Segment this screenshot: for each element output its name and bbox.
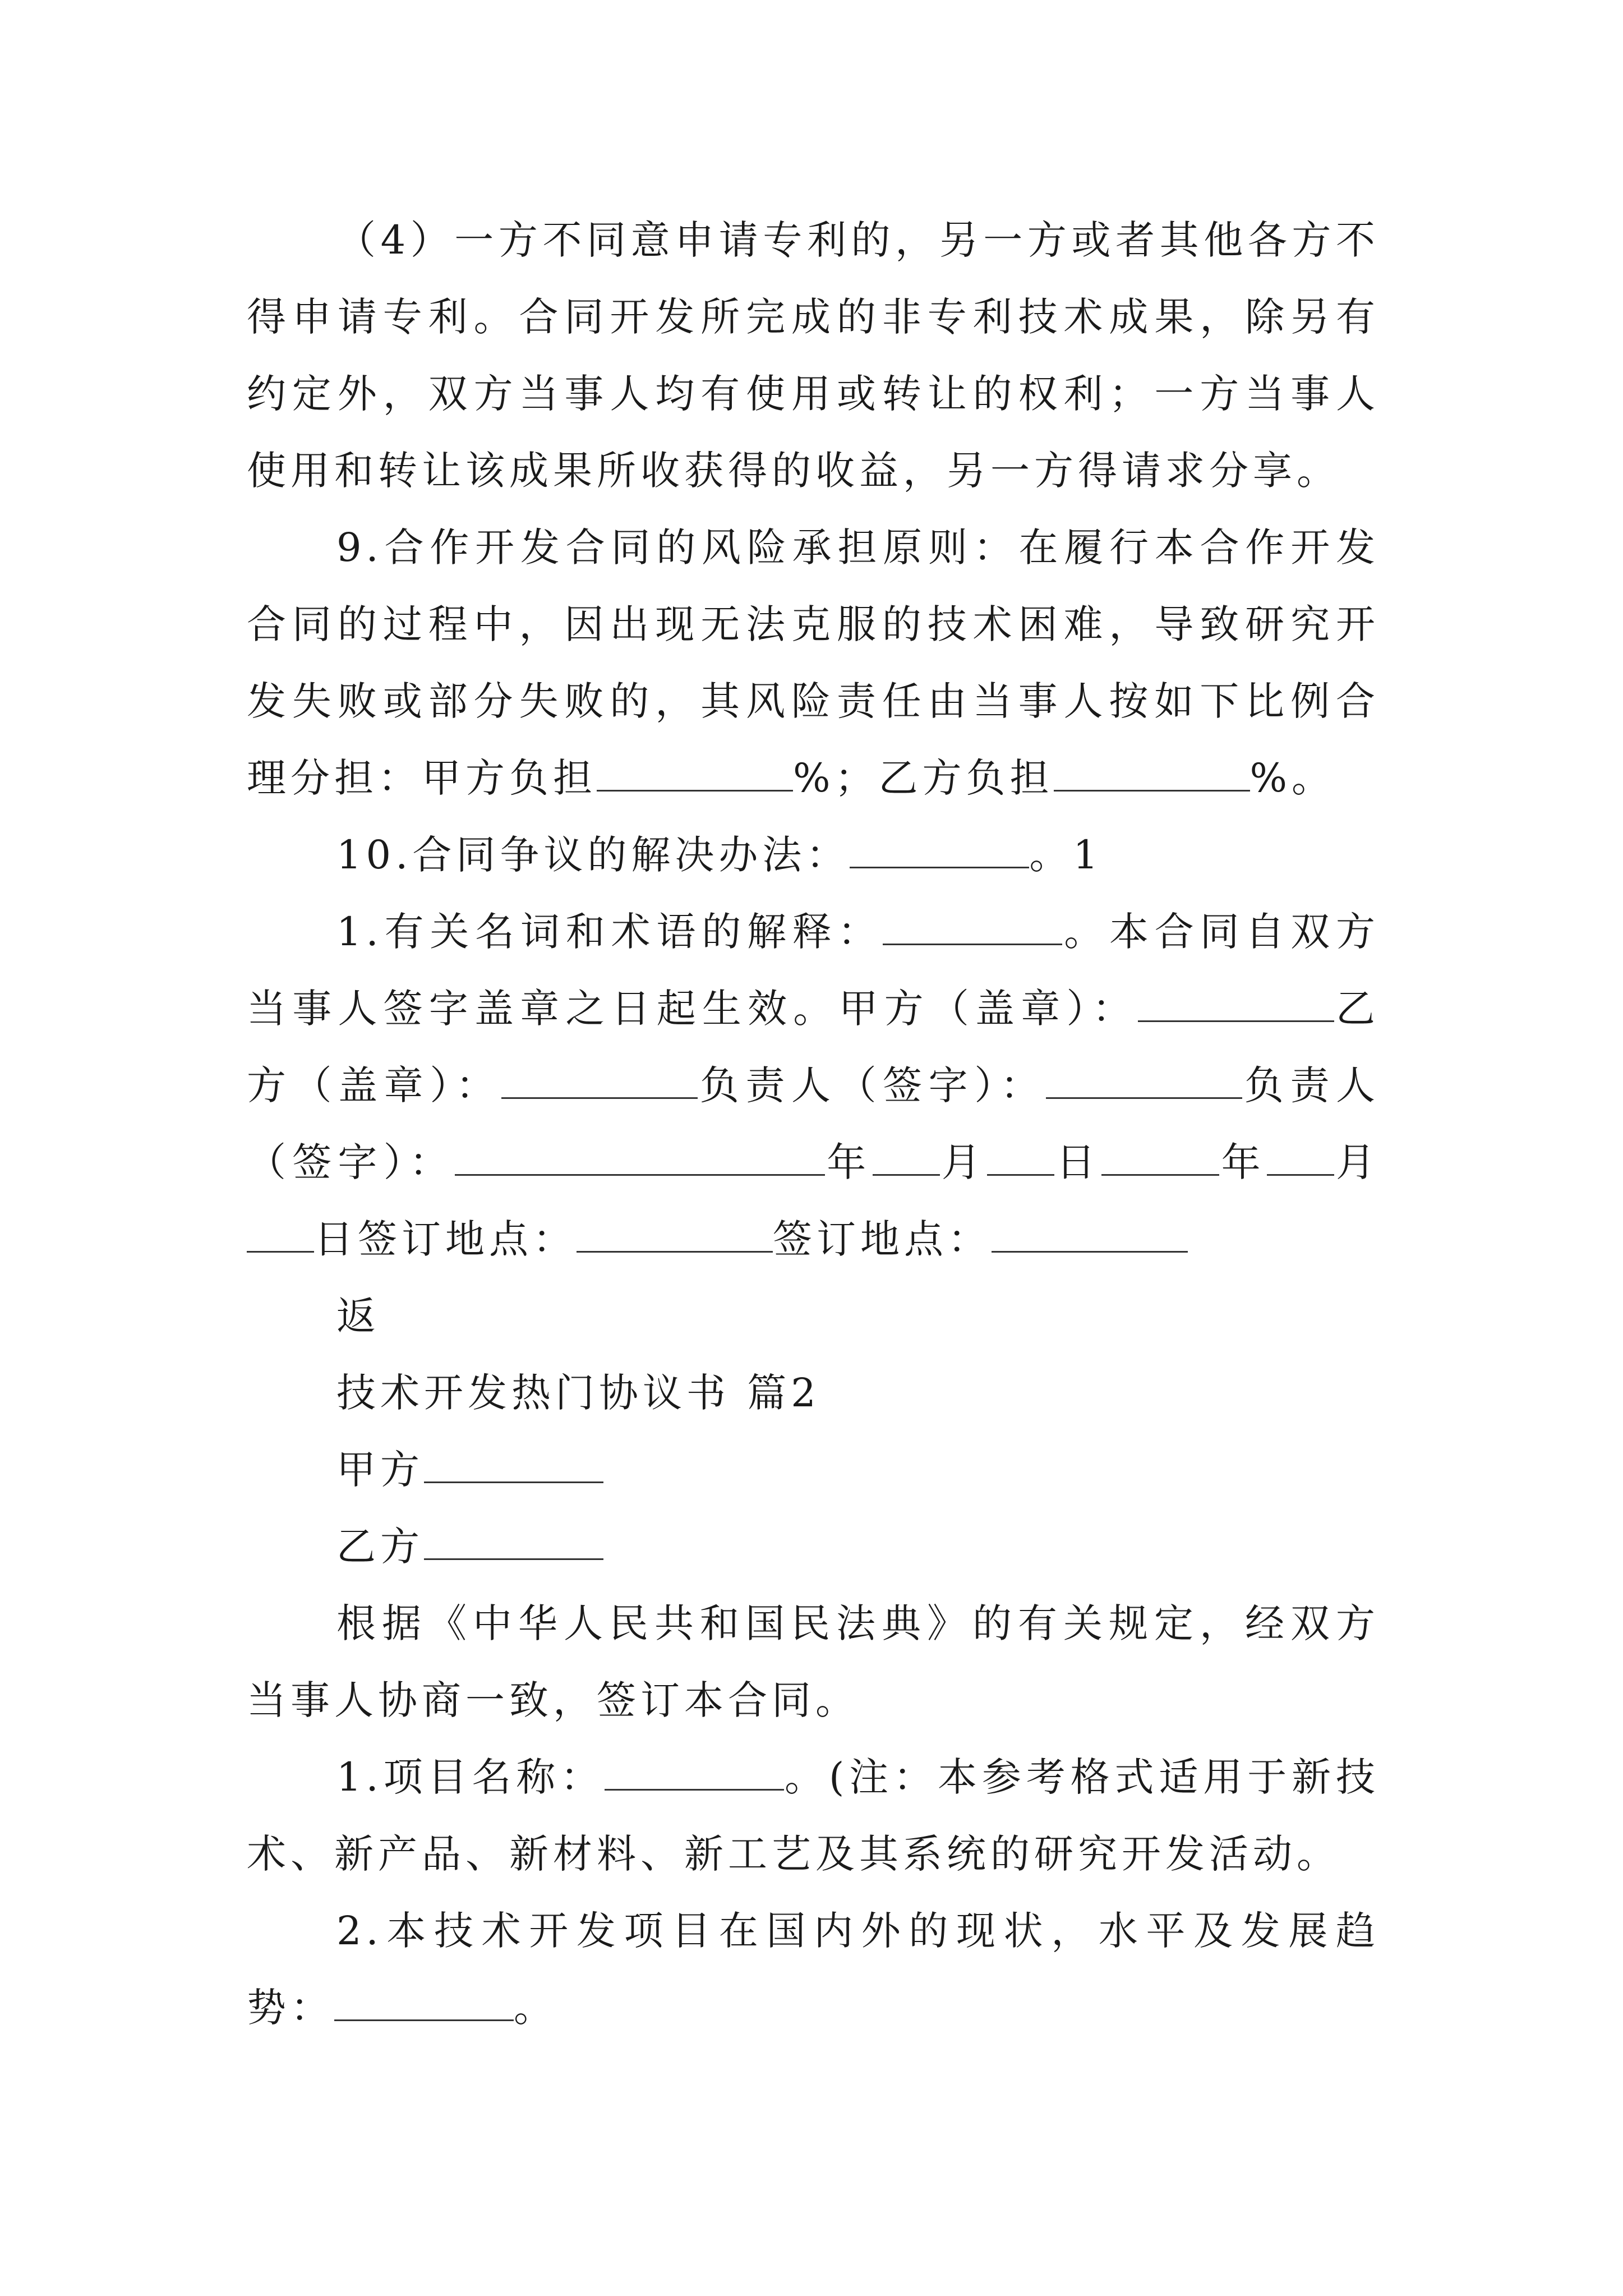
risk-party-a-label: 甲方负担 xyxy=(422,755,597,801)
party-a-label: 甲方 xyxy=(336,1447,424,1493)
day-b-blank[interactable] xyxy=(247,1220,314,1253)
paragraph-terms-signature xyxy=(247,894,1380,1278)
sign-place-a-blank[interactable] xyxy=(577,1220,773,1253)
dispute-blank[interactable] xyxy=(850,835,1029,868)
paragraph-dispute-clause xyxy=(247,817,1380,894)
month-a-blank[interactable] xyxy=(873,1143,940,1176)
party-a-signer-label: 负责人（签字）： xyxy=(698,1062,1046,1108)
paragraph-project-name xyxy=(247,1739,1380,1893)
project-name-note: 。(注：本参考格式适用于新技术、新产品、新材料、新工艺及其系统的研究开发活动。 xyxy=(247,1754,1380,1877)
effective-text: 。本合同自双方当事人签字盖章之日起生效。甲方（盖章）： xyxy=(247,909,1380,1032)
risk-clause-text: 9.合作开发合同的风险承担原则：在履行本合作开发合同的过程中，因出现无法克服的技术困难，导致研究开发失败或部分失败的，其风险责任由当事人按如下比例合理分担： xyxy=(247,524,1380,801)
sign-place-a-label: 日签订地点： xyxy=(314,1216,577,1262)
month-b-label: 月 xyxy=(1334,1139,1380,1185)
year-a-label: 年 xyxy=(825,1139,873,1185)
sign-place-b-label: 签订地点： xyxy=(773,1216,992,1262)
party-a-blank[interactable] xyxy=(424,1450,603,1483)
risk-party-b-blank[interactable] xyxy=(1054,758,1250,792)
year-b-blank[interactable] xyxy=(1101,1143,1219,1176)
party-b-blank[interactable] xyxy=(424,1527,603,1560)
risk-party-a-blank[interactable] xyxy=(597,758,793,792)
party-b-label: 乙方 xyxy=(336,1524,424,1570)
party-a-line xyxy=(247,1432,1380,1508)
status-trend-label: 2.本技术开发项目在国内外的现状，水平及发展趋势： xyxy=(247,1908,1380,2031)
paragraph-patent-clause: （4）一方不同意申请专利的，另一方或者其他各方不得申请专利。合同开发所完成的非专利技术成果，除另有约定外，双方当事人均有使用或转让的权利；一方当事人使用和转让该成果所收获得的收益，另一方得请求分享。 xyxy=(247,217,1380,494)
party-b-signer-label: 负责人（签字）： xyxy=(247,1062,1380,1185)
paragraph-basis: 根据《中华人民共和国民法典》的有关规定，经双方当事人协商一致，签订本合同。 xyxy=(247,1600,1380,1723)
party-b-line xyxy=(247,1508,1380,1585)
party-b-signer-blank[interactable] xyxy=(455,1143,825,1176)
party-a-seal-blank[interactable] xyxy=(1138,989,1334,1022)
dispute-label: 10.合同争议的解决办法： xyxy=(336,832,850,878)
project-name-label: 1.项目名称： xyxy=(336,1754,605,1800)
risk-end-text: %。 xyxy=(1249,755,1336,801)
party-a-signer-blank[interactable] xyxy=(1046,1066,1242,1099)
paragraph-return: 返 xyxy=(336,1293,380,1339)
risk-party-b-label: %；乙方负担 xyxy=(793,755,1054,801)
paragraph-risk-clause xyxy=(247,509,1380,817)
section-title: 技术开发热门协议书 篇2 xyxy=(336,1370,820,1416)
day-a-blank[interactable] xyxy=(987,1143,1054,1176)
project-name-blank[interactable] xyxy=(605,1757,784,1791)
month-b-blank[interactable] xyxy=(1267,1143,1334,1176)
paragraph-status-trend xyxy=(247,1893,1380,2046)
dispute-end: 。1 xyxy=(1029,832,1103,878)
status-trend-blank[interactable] xyxy=(334,1988,514,2021)
month-a-label: 月 xyxy=(939,1139,987,1185)
sign-place-b-blank[interactable] xyxy=(992,1220,1188,1253)
party-b-seal-blank[interactable] xyxy=(501,1066,698,1099)
day-a-label: 日 xyxy=(1054,1139,1102,1185)
terms-blank[interactable] xyxy=(883,912,1062,945)
document-body xyxy=(247,202,1380,2046)
year-b-label: 年 xyxy=(1219,1139,1267,1185)
party-b-seal-label: 乙方（盖章）： xyxy=(247,986,1380,1108)
terms-label: 1.有关名词和术语的解释： xyxy=(336,909,883,955)
status-trend-end: 。 xyxy=(514,1985,557,2031)
